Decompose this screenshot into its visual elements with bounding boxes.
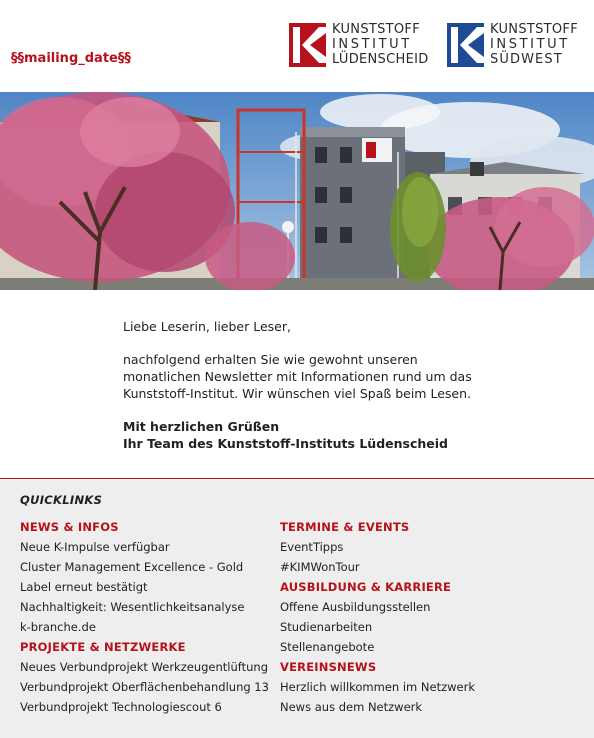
logo-text (332, 23, 429, 67)
quicklink-item[interactable]: Nachhaltigkeit: Wesentlichkeitsanalyse (20, 600, 245, 614)
quicklink-item[interactable]: Neues Verbundprojekt Werkzeugentlüftung (20, 660, 268, 674)
quicklink-item[interactable]: News aus dem Netzwerk (280, 700, 423, 714)
hero-image (0, 92, 594, 290)
quicklink-item[interactable]: Neue K-Impulse verfügbar (20, 540, 170, 554)
quicklink-item[interactable]: Herzlich willkommen im Netzwerk (280, 680, 475, 694)
institute-building-photo (0, 92, 594, 290)
intro-text (123, 318, 493, 452)
quicklink-item[interactable]: Label erneut bestätigt (20, 580, 148, 594)
quicklink-item[interactable]: Studienarbeiten (280, 620, 373, 634)
section-heading-projekte: PROJEKTE & NETZWERKE (20, 640, 186, 654)
quicklink-item[interactable]: Cluster Management Excellence - Gold (20, 560, 244, 574)
greeting: Liebe Leserin, lieber Leser, (123, 319, 291, 334)
section-heading-vereinsnews: VEREINSNEWS (280, 660, 377, 674)
quicklinks-title: QUICKLINKS (20, 493, 103, 507)
section-heading-news: NEWS & INFOS (20, 520, 119, 534)
quicklink-item[interactable]: Offene Ausbildungsstellen (280, 600, 431, 614)
section-heading-ausbildung: AUSBILDUNG & KARRIERE (280, 580, 452, 594)
section-heading-termine: TERMINE & EVENTS (280, 520, 410, 534)
logo-kunststoff-institut-suedwest[interactable] (447, 22, 578, 68)
logo-line-1: KUNSTSTOFF (332, 22, 420, 37)
quicklink-item[interactable]: Stellenangebote (280, 640, 375, 654)
quicklink-item[interactable]: EventTipps (280, 540, 344, 554)
signature: Ihr Team des Kunststoff-Instituts Lüdenscheid (123, 436, 448, 451)
intro-body: nachfolgend erhalten Sie wie gewohnt unseren monatlichen Newsletter mit Informationen rund um das Kunststoff-Institut. Wir wünschen viel Spaß beim Lesen. (123, 352, 472, 401)
logo-line-3: SÜDWEST (490, 52, 563, 67)
k-logo-icon (447, 23, 484, 67)
quicklink-item[interactable]: k-branche.de (20, 620, 96, 634)
logo-line-3: LÜDENSCHEID (332, 52, 429, 67)
logo-line-1: KUNSTSTOFF (490, 22, 578, 37)
logo-line-2: INSTITUT (332, 37, 412, 52)
logo-kunststoff-institut-luedenscheid[interactable] (289, 22, 429, 68)
logo-line-2: INSTITUT (490, 37, 570, 52)
quicklinks-left-column (20, 519, 290, 719)
newsletter-header (0, 0, 594, 92)
quicklink-item[interactable]: #KIMWonTour (280, 560, 360, 574)
closing: Mit herzlichen Grüßen (123, 419, 280, 434)
quicklink-item[interactable]: Verbundprojekt Oberflächenbehandlung 13 (20, 680, 269, 694)
quicklinks-right-column (280, 519, 550, 719)
mailing-date: §§mailing_date§§ (11, 51, 131, 66)
quicklink-item[interactable]: Verbundprojekt Technologiescout 6 (20, 700, 222, 714)
quicklinks-section (0, 478, 594, 738)
logo-text (490, 23, 578, 67)
k-logo-icon (289, 23, 326, 67)
